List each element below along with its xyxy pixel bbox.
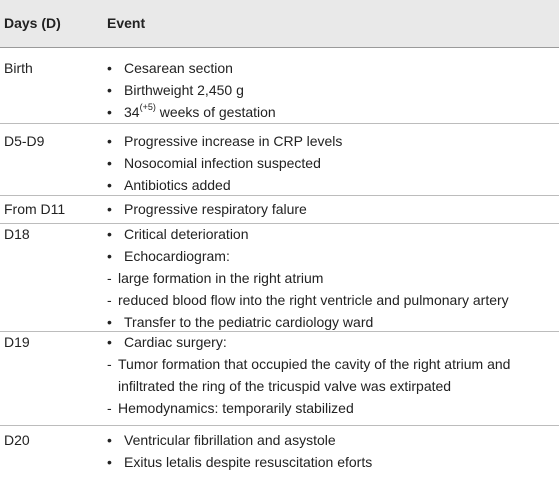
event-text: Antibiotics added xyxy=(124,177,231,193)
event-text: Hemodynamics: temporarily stabilized xyxy=(118,400,354,416)
event-text: Transfer to the pediatric cardiology ward xyxy=(124,314,374,330)
event-text: Exitus letalis despite resuscitation eforts xyxy=(124,454,373,470)
day-cell: D18 xyxy=(4,226,30,242)
table-row xyxy=(0,331,559,426)
dash-marker: - xyxy=(107,270,112,286)
table-header xyxy=(0,0,559,48)
event-text: Ventricular fibrillation and asystole xyxy=(124,432,336,448)
day-cell: From D11 xyxy=(4,201,66,217)
bullet-marker: • xyxy=(107,104,112,120)
bullet-marker: • xyxy=(107,314,112,330)
header-event: Event xyxy=(107,15,146,31)
event-cell xyxy=(107,331,559,419)
event-text: Tumor formation that occupied the cavity of the right atrium and xyxy=(118,356,511,372)
event-line xyxy=(107,130,559,152)
bullet-marker: • xyxy=(107,454,112,470)
bullet-marker: • xyxy=(107,334,112,350)
table-row xyxy=(0,223,559,332)
event-text xyxy=(107,101,276,123)
bullet-marker: • xyxy=(107,60,112,76)
event-line xyxy=(107,198,559,220)
bullet-marker: • xyxy=(107,177,112,193)
bullet-marker: • xyxy=(107,432,112,448)
event-line xyxy=(107,174,559,196)
event-cell xyxy=(107,429,559,473)
event-text: Birthweight 2,450 g xyxy=(124,82,244,98)
bullet-marker: • xyxy=(107,226,112,242)
event-text: reduced blood flow into the right ventricle and pulmonary artery xyxy=(118,292,509,308)
dash-marker: - xyxy=(107,356,112,372)
day-cell: D20 xyxy=(4,432,30,448)
event-cell xyxy=(107,130,559,196)
event-line xyxy=(107,375,559,397)
event-line xyxy=(107,353,559,375)
dash-marker: - xyxy=(107,292,112,308)
day-cell: D5-D9 xyxy=(4,133,45,149)
event-text: Critical deterioration xyxy=(124,226,249,242)
event-line xyxy=(107,245,559,267)
table-row xyxy=(0,425,559,481)
event-line xyxy=(107,331,559,353)
event-line xyxy=(107,397,559,419)
table-row xyxy=(0,47,559,124)
event-line xyxy=(107,267,559,289)
bullet-marker: • xyxy=(107,133,112,149)
event-text: large formation in the right atrium xyxy=(118,270,324,286)
day-cell: D19 xyxy=(4,334,30,350)
event-line xyxy=(107,289,559,311)
event-text: Cesarean section xyxy=(124,60,233,76)
event-line xyxy=(107,429,559,451)
event-line xyxy=(107,152,559,174)
header-days: Days (D) xyxy=(4,15,61,31)
bullet-marker: • xyxy=(107,201,112,217)
event-text-main: 34 xyxy=(124,104,140,120)
event-text: Echocardiogram: xyxy=(124,248,230,264)
event-line xyxy=(107,101,559,123)
event-cell xyxy=(107,57,559,123)
table-row xyxy=(0,195,559,224)
dash-marker: - xyxy=(107,400,112,416)
event-text-suffix: weeks of gestation xyxy=(155,104,276,120)
superscript: (+5) xyxy=(139,102,156,113)
event-line xyxy=(107,79,559,101)
event-line xyxy=(107,223,559,245)
event-line xyxy=(107,451,559,473)
bullet-marker: • xyxy=(107,248,112,264)
event-cell xyxy=(107,198,559,220)
table-row xyxy=(0,123,559,196)
bullet-marker: • xyxy=(107,155,112,171)
event-text: infiltrated the ring of the tricuspid valve was extirpated xyxy=(118,378,452,394)
event-text: Progressive increase in CRP levels xyxy=(124,133,343,149)
event-text: Cardiac surgery: xyxy=(124,334,227,350)
event-line xyxy=(107,311,559,333)
bullet-marker: • xyxy=(107,82,112,98)
event-text: Progressive respiratory falure xyxy=(124,201,307,217)
day-cell: Birth xyxy=(4,60,33,76)
event-cell xyxy=(107,223,559,333)
event-text: Nosocomial infection suspected xyxy=(124,155,321,171)
event-line xyxy=(107,57,559,79)
